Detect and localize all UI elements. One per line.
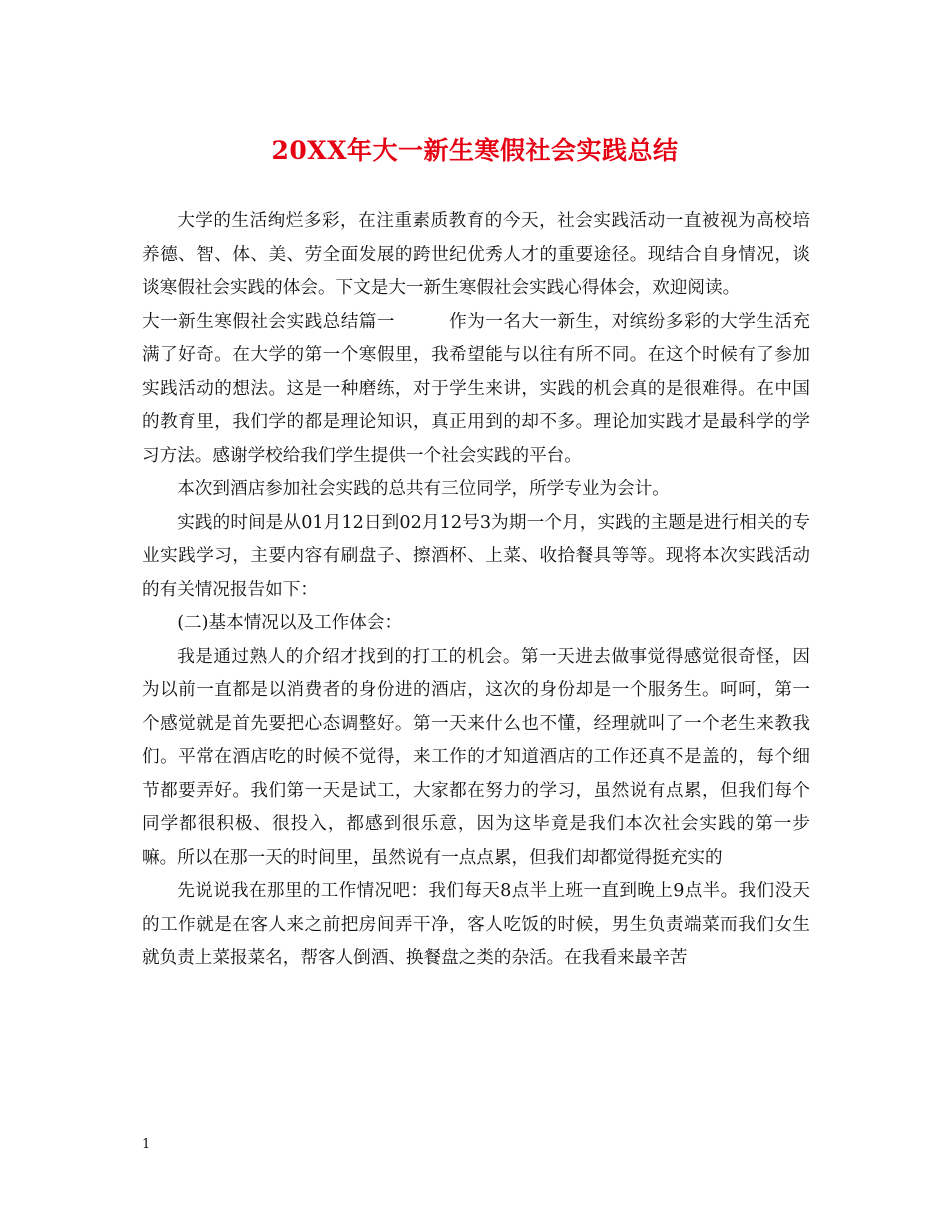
paragraph-first-day: 我是通过熟人的介绍才找到的打工的机会。第一天进去做事觉得感觉很奇怪，因为以前一直都是以消费者的身份进的酒店，这次的身份却是一个服务生。呵呵，第一个感觉就是首先要把心态调整好。第一天来什么也不懂，经理就叫了一个老生来教我们。平常在酒店吃的时候不觉得，来工作的才知道酒店的工作还真不是盖的，每个细节都要弄好。我们第一天是试工，大家都在努力的学习，虽然说有点累，但我们每个同学都很积极、很投入，都感到很乐意，因为这毕竟是我们本次社会实践的第一步嘛。所以在那一天的时间里，虽然说有一点点累，但我们却都觉得挺充实的	[142, 646, 810, 868]
paragraph-work-details: 先说说我在那里的工作情况吧：我们每天8点半上班一直到晚上9点半。我们没天的工作就是在客人来之前把房间弄干净，客人吃饭的时候，男生负责端菜而我们女生就负责上菜报菜名，帮客人倒酒、换餐盘之类的杂活。在我看来最辛苦	[142, 881, 810, 968]
page-number: 1	[142, 1137, 151, 1152]
paragraph-participants: 本次到酒店参加社会实践的总共有三位同学，所学专业为会计。	[177, 479, 670, 499]
paragraph-section-one: 大一新生寒假社会实践总结篇一 作为一名大一新生，对缤纷多彩的大学生活充满了好奇。在大学的第一个寒假里，我希望能与以往有所不同。在这个时候有了参加实践活动的想法。这是一种磨练，对于学生来讲，实践的机会真的是很难得。在中国的教育里，我们学的都是理论知识，真正用到的却不多。理论加实践才是最科学的学习方法。感谢学校给我们学生提供一个社会实践的平台。	[142, 311, 810, 466]
paragraph-time-and-topic: 实践的时间是从01月12日到02月12号3为期一个月，实践的主题是进行相关的专业实践学习，主要内容有刷盘子、擦酒杯、上菜、收拾餐具等等。现将本次实践活动的有关情况报告如下：	[142, 512, 810, 600]
document-title: 20XX年大一新生寒假社会实践总结	[271, 136, 679, 165]
paragraph-subheading: (二)基本情况以及工作体会：	[177, 613, 403, 633]
paragraph-intro: 大学的生活绚烂多彩，在注重素质教育的今天，社会实践活动一直被视为高校培养德、智、体、美、劳全面发展的跨世纪优秀人才的重要途径。现结合自身情况，谈谈寒假社会实践的体会。下文是大一新生寒假社会实践心得体会，欢迎阅读。	[142, 211, 810, 298]
document-body	[142, 205, 810, 976]
